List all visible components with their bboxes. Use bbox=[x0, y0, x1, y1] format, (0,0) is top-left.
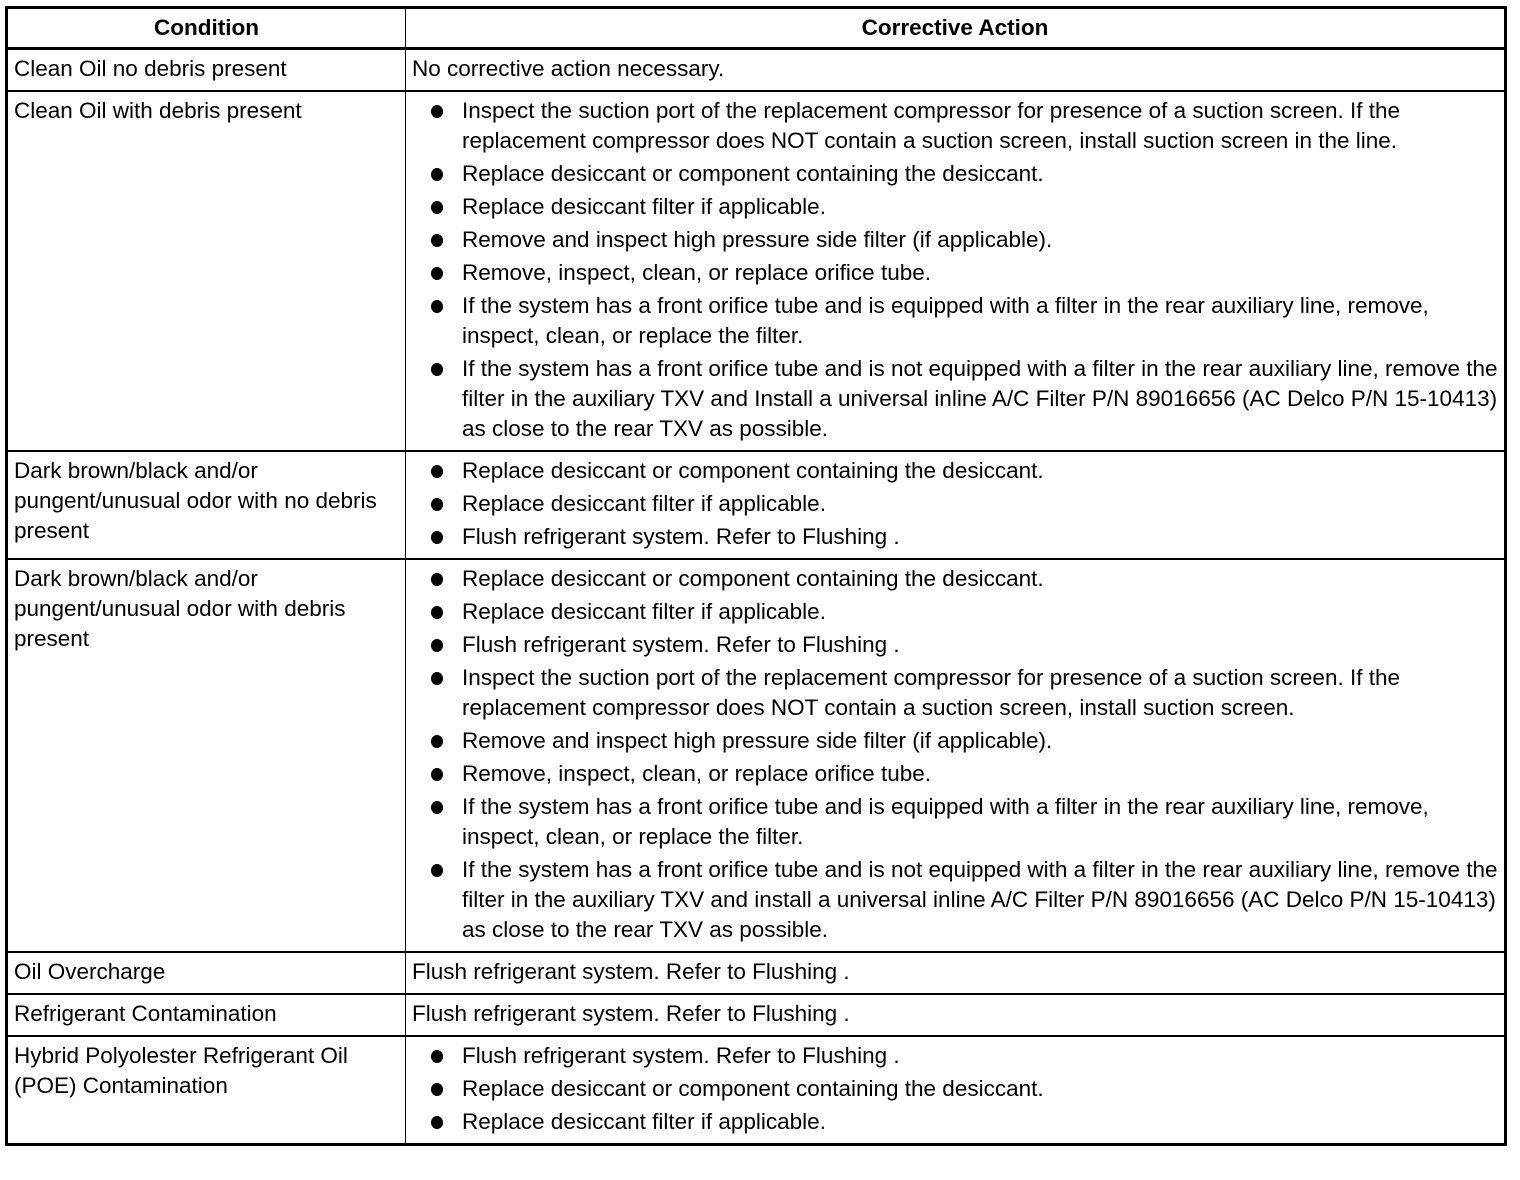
action-text: Replace desiccant filter if applicable. bbox=[462, 491, 826, 516]
condition-cell: Clean Oil with debris present bbox=[7, 91, 406, 451]
action-text: No corrective action necessary. bbox=[412, 56, 725, 81]
bullet-icon bbox=[431, 201, 443, 214]
bullet-icon bbox=[431, 735, 443, 748]
bullet-icon bbox=[431, 801, 443, 814]
action-list-item bbox=[412, 597, 1498, 627]
action-list-item bbox=[412, 96, 1498, 156]
action-text: Remove and inspect high pressure side filter (if applicable). bbox=[462, 227, 1053, 252]
action-list-item bbox=[412, 489, 1498, 519]
bullet-icon bbox=[431, 300, 443, 313]
action-list bbox=[412, 1041, 1498, 1137]
corrective-action-cell bbox=[406, 1036, 1506, 1145]
condition-cell: Refrigerant Contamination bbox=[7, 994, 406, 1036]
action-list bbox=[412, 564, 1498, 945]
action-list bbox=[412, 96, 1498, 444]
bullet-icon bbox=[431, 606, 443, 619]
corrective-action-cell bbox=[406, 994, 1506, 1036]
corrective-action-cell bbox=[406, 91, 1506, 451]
bullet-icon bbox=[431, 234, 443, 247]
action-list-item bbox=[412, 759, 1498, 789]
bullet-icon bbox=[431, 573, 443, 586]
action-text: Flush refrigerant system. Refer to Flushing . bbox=[412, 1001, 850, 1026]
bullet-icon bbox=[431, 639, 443, 652]
condition-action-table bbox=[5, 6, 1507, 1146]
action-list-item bbox=[412, 192, 1498, 222]
action-text: Replace desiccant filter if applicable. bbox=[462, 599, 826, 624]
action-text: Inspect the suction port of the replacement compressor for presence of a suction screen. If the replacement compressor does NOT contain a suction screen, install suction screen. bbox=[462, 665, 1400, 720]
action-list-item bbox=[412, 630, 1498, 660]
table-row bbox=[7, 451, 1506, 559]
table-row bbox=[7, 1036, 1506, 1145]
action-text: If the system has a front orifice tube and is equipped with a filter in the rear auxiliary line, remove, inspect, clean, or replace the filter. bbox=[462, 794, 1429, 849]
action-text: Remove and inspect high pressure side filter (if applicable). bbox=[462, 728, 1053, 753]
action-text: Replace desiccant filter if applicable. bbox=[462, 194, 826, 219]
condition-cell: Oil Overcharge bbox=[7, 952, 406, 994]
action-list-item bbox=[412, 726, 1498, 756]
condition-cell: Dark brown/black and/or pungent/unusual odor with debris present bbox=[7, 559, 406, 952]
bullet-icon bbox=[431, 105, 443, 118]
bullet-icon bbox=[431, 498, 443, 511]
bullet-icon bbox=[431, 1050, 443, 1063]
condition-cell: Hybrid Polyolester Refrigerant Oil (POE) Contamination bbox=[7, 1036, 406, 1145]
bullet-icon bbox=[431, 531, 443, 544]
table-row bbox=[7, 559, 1506, 952]
action-list-item bbox=[412, 564, 1498, 594]
bullet-icon bbox=[431, 1116, 443, 1129]
action-text: If the system has a front orifice tube and is not equipped with a filter in the rear auxiliary line, remove the filter in the auxiliary TXV and Install a universal inline A/C Filter P/N 89016656 (AC Delco P/N 15-10413) as close to the rear TXV as possible. bbox=[462, 356, 1498, 441]
action-text: Flush refrigerant system. Refer to Flushing . bbox=[412, 959, 850, 984]
action-text: If the system has a front orifice tube and is not equipped with a filter in the rear auxiliary line, remove the filter in the auxiliary TXV and install a universal inline A/C Filter P/N 89016656 (AC Delco P/N 15-10413) as close to the rear TXV as possible. bbox=[462, 857, 1498, 942]
action-list-item bbox=[412, 1041, 1498, 1071]
action-list-item bbox=[412, 291, 1498, 351]
action-list bbox=[412, 456, 1498, 552]
action-list-item bbox=[412, 663, 1498, 723]
action-list-item bbox=[412, 522, 1498, 552]
action-list-item bbox=[412, 792, 1498, 852]
table-row bbox=[7, 994, 1506, 1036]
header-corrective-action: Corrective Action bbox=[406, 8, 1506, 49]
action-text: Replace desiccant or component containing the desiccant. bbox=[462, 566, 1044, 591]
action-list-item bbox=[412, 354, 1498, 444]
table-row bbox=[7, 91, 1506, 451]
bullet-icon bbox=[431, 672, 443, 685]
action-list-item bbox=[412, 225, 1498, 255]
action-text: Remove, inspect, clean, or replace orifice tube. bbox=[462, 761, 931, 786]
action-text: Replace desiccant filter if applicable. bbox=[462, 1109, 826, 1134]
corrective-action-cell bbox=[406, 451, 1506, 559]
action-list-item bbox=[412, 159, 1498, 189]
table-row bbox=[7, 49, 1506, 92]
bullet-icon bbox=[431, 1083, 443, 1096]
condition-cell: Clean Oil no debris present bbox=[7, 49, 406, 92]
bullet-icon bbox=[431, 864, 443, 877]
action-text: Replace desiccant or component containing the desiccant. bbox=[462, 161, 1044, 186]
bullet-icon bbox=[431, 168, 443, 181]
action-text: Replace desiccant or component containing the desiccant. bbox=[462, 458, 1044, 483]
condition-cell: Dark brown/black and/or pungent/unusual odor with no debris present bbox=[7, 451, 406, 559]
action-list-item bbox=[412, 1074, 1498, 1104]
action-text: Remove, inspect, clean, or replace orifice tube. bbox=[462, 260, 931, 285]
action-list-item bbox=[412, 258, 1498, 288]
action-text: Flush refrigerant system. Refer to Flushing . bbox=[462, 632, 900, 657]
action-text: Inspect the suction port of the replacement compressor for presence of a suction screen. If the replacement compressor does NOT contain a suction screen, install suction screen in the line. bbox=[462, 98, 1400, 153]
action-text: Flush refrigerant system. Refer to Flushing . bbox=[462, 524, 900, 549]
action-text: Flush refrigerant system. Refer to Flushing . bbox=[462, 1043, 900, 1068]
action-list-item bbox=[412, 1107, 1498, 1137]
bullet-icon bbox=[431, 267, 443, 280]
table-row bbox=[7, 952, 1506, 994]
action-text: Replace desiccant or component containing the desiccant. bbox=[462, 1076, 1044, 1101]
action-list-item bbox=[412, 855, 1498, 945]
bullet-icon bbox=[431, 465, 443, 478]
corrective-action-cell bbox=[406, 49, 1506, 92]
corrective-action-cell bbox=[406, 952, 1506, 994]
corrective-action-cell bbox=[406, 559, 1506, 952]
bullet-icon bbox=[431, 768, 443, 781]
action-text: If the system has a front orifice tube and is equipped with a filter in the rear auxiliary line, remove, inspect, clean, or replace the filter. bbox=[462, 293, 1429, 348]
header-condition: Condition bbox=[7, 8, 406, 49]
action-list-item bbox=[412, 456, 1498, 486]
header-row bbox=[7, 8, 1506, 49]
bullet-icon bbox=[431, 363, 443, 376]
